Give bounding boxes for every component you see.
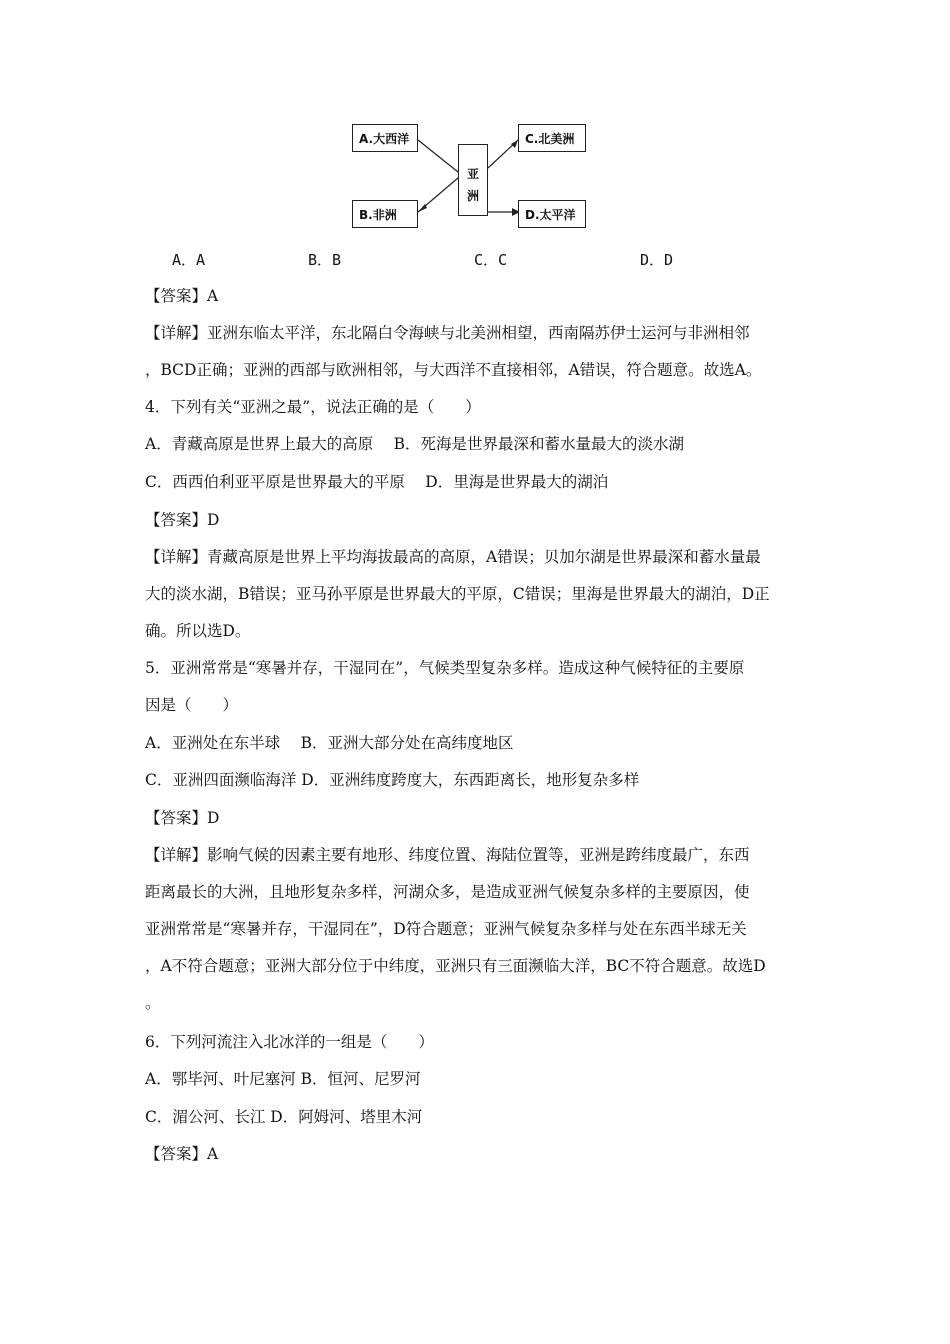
text-line: A．青藏高原是世界上最大的高原 B．死海是世界最深和蓄水量最大的淡水湖 — [145, 435, 685, 453]
text-line: ，A不符合题意；亚洲大部分位于中纬度，亚洲只有三面濒临大洋，BC不符合题意。故选D — [145, 957, 766, 975]
text-line: 5．亚洲常常是“寒暑并存，干湿同在”，气候类型复杂多样。造成这种气候特征的主要原 — [145, 659, 745, 677]
choice-c: C．C — [474, 251, 508, 269]
text-line: 确。所以选D。 — [145, 622, 251, 640]
box-africa: B.非洲 — [352, 200, 418, 228]
text-line: 距离最长的大洲，且地形复杂多样，河湖众多，是造成亚洲气候复杂多样的主要原因，使 — [145, 883, 750, 901]
box-atlantic: A.大西洋 — [352, 124, 418, 152]
box-north-america: C.北美洲 — [518, 124, 586, 152]
text-line: 6．下列河流注入北冰洋的一组是（ ） — [145, 1033, 434, 1051]
text-line: A．亚洲处在东半球 B．亚洲大部分处在高纬度地区 — [145, 734, 514, 752]
text-line: 。 — [145, 994, 161, 1012]
question-diagram — [350, 118, 590, 230]
text-line: 【答案】A — [145, 287, 219, 305]
text-line: 【答案】A — [145, 1145, 219, 1163]
choice-a: A．A — [172, 251, 206, 269]
choice-b: B．B — [308, 251, 342, 269]
text-line: 因是（ ） — [145, 696, 239, 714]
text-line: 【详解】青藏高原是世界上平均海拔最高的高原，A错误；贝加尔湖是世界最深和蓄水量最 — [145, 548, 761, 566]
text-line: 大的淡水湖，B错误；亚马孙平原是世界最大的平原，C错误；里海是世界最大的湖泊，D正 — [145, 585, 770, 603]
text-line: 【答案】D — [145, 511, 220, 529]
box-asia: 亚 洲 — [458, 144, 488, 216]
text-line: 【详解】亚洲东临太平洋，东北隔白令海峡与北美洲相望，西南隔苏伊士运河与非洲相邻 — [145, 324, 750, 342]
text-line: C．亚洲四面濒临海洋 D．亚洲纬度跨度大，东西距离长，地形复杂多样 — [145, 771, 640, 789]
text-line: 【答案】D — [145, 809, 220, 827]
text-line: 亚洲常常是“寒暑并存，干湿同在”，D符合题意；亚洲气候复杂多样与处在东西半球无关 — [145, 920, 747, 938]
text-line: C．西西伯利亚平原是世界最大的平原 D．里海是世界最大的湖泊 — [145, 473, 609, 491]
text-line: ，BCD正确；亚洲的西部与欧洲相邻，与大西洋不直接相邻，A错误，符合题意。故选A。 — [145, 361, 762, 379]
choice-d: D．D — [640, 251, 674, 269]
text-line: C．湄公河、长江 D．阿姆河、塔里木河 — [145, 1108, 423, 1126]
box-pacific: D.太平洋 — [518, 200, 586, 228]
text-line: 4．下列有关“亚洲之最”，说法正确的是（ ） — [145, 398, 481, 416]
text-line: A．鄂毕河、叶尼塞河 B．恒河、尼罗河 — [145, 1070, 421, 1088]
text-line: 【详解】影响气候的因素主要有地形、纬度位置、海陆位置等，亚洲是跨纬度最广，东西 — [145, 846, 750, 864]
